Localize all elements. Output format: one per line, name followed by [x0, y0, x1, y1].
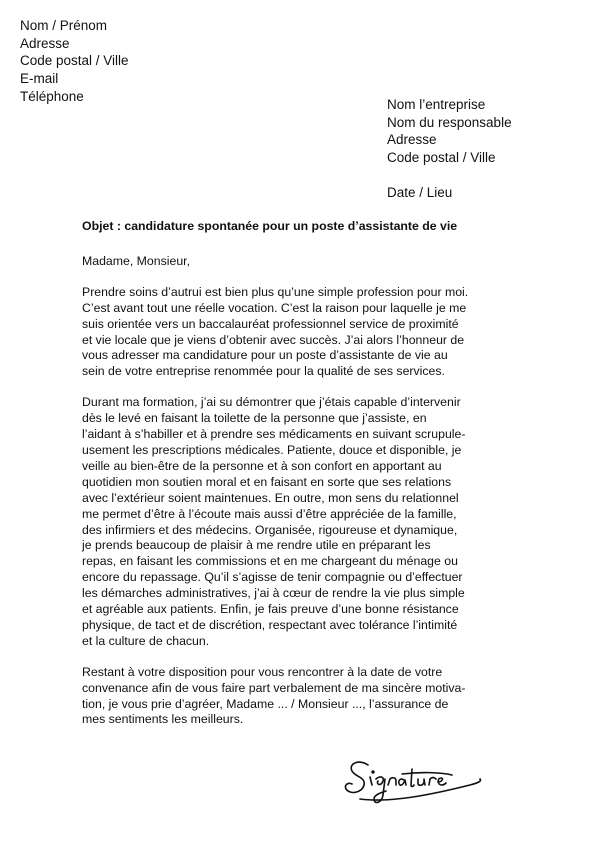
paragraph-line: veille au bien-être de la personne et à son confort en apportant au	[82, 458, 442, 473]
paragraph-line: avec l’extérieur soient maintenues. En outre, mon sens du relationnel	[82, 490, 459, 505]
recipient-address: Adresse	[387, 132, 437, 148]
paragraph-line: et la culture de chacun.	[82, 633, 210, 648]
paragraph-line: et agréable aux patients. Enfin, je fais preuve d’une bonne résistance	[82, 602, 459, 617]
paragraph-line: me permet d’être à l’écoute mais aussi d’être appréciée de la famille,	[82, 506, 457, 521]
handwritten-signature	[340, 755, 500, 815]
paragraph-intro	[82, 285, 522, 380]
paragraph-line: quotidien mon soutien moral et en faisant en sorte que ses relations	[82, 474, 452, 489]
recipient-postal-city: Code postal / Ville	[387, 150, 496, 166]
sender-postal-city: Code postal / Ville	[20, 53, 129, 69]
paragraph-line: Prendre soins d’autrui est bien plus qu’une simple profession pour moi.	[82, 284, 469, 299]
paragraph-line: usement les prescriptions médicales. Patiente, douce et disponible, je	[82, 442, 462, 457]
recipient-company: Nom l’entreprise	[387, 97, 486, 112]
paragraph-line: sein de votre entreprise renommée pour la qualité de ses services.	[82, 364, 445, 379]
recipient-manager: Nom du responsable	[387, 114, 512, 130]
paragraph-line: Restant à votre disposition pour vous rencontrer à la date de votre	[82, 664, 443, 679]
paragraph-line: l’aidant à s’habiller et à prendre ses médicaments en suivant scrupule-	[82, 427, 466, 442]
salutation: Madame, Monsieur,	[82, 253, 190, 268]
paragraph-line: convenance afin de vous faire part verbalement de ma sincère motiva-	[82, 680, 466, 695]
paragraph-line: repas, en faisant les commissions et en me chargeant du ménage ou	[82, 554, 458, 569]
letter-body	[82, 219, 522, 728]
paragraph-closing	[82, 665, 522, 729]
subject-line: Objet : candidature spontanée pour un poste d’assistante de vie	[82, 219, 458, 233]
sender-phone: Téléphone	[20, 88, 84, 104]
paragraph-line: dès le levé en faisant la toilette de la personne que j’assiste, en	[82, 411, 427, 426]
paragraph-line: tion, je vous prie d’agréer, Madame ... / Monsieur ..., l’assurance de	[82, 696, 449, 711]
recipient-block	[387, 96, 512, 167]
paragraph-line: je prends beaucoup de plaisir à me rendre utile en préparant les	[82, 538, 431, 553]
paragraph-line: mes sentiments les meilleurs.	[82, 712, 244, 727]
paragraph-line: vous adresser ma candidature pour un poste d’assistante de vie au	[82, 348, 448, 363]
paragraph-line: suis orientée vers un baccalauréat professionnel service de proximité	[82, 316, 459, 331]
paragraph-line: les démarches administratives, j’ai à cœur de rendre la vie plus simple	[82, 586, 465, 601]
paragraph-line: des infirmiers et des médecins. Organisée, rigoureuse et dynamique,	[82, 522, 458, 537]
signature-drawing	[340, 755, 500, 815]
date-place: Date / Lieu	[387, 185, 453, 200]
paragraph-line: physique, de tact et de discrétion, respectant avec tolérance l’intimité	[82, 617, 458, 632]
sender-email: E-mail	[20, 71, 59, 87]
paragraph-line: C’est avant tout une réelle vocation. C’est la raison pour laquelle je me	[82, 300, 467, 315]
sender-address: Adresse	[20, 35, 70, 51]
sender-block	[20, 17, 129, 106]
sender-name: Nom / Prénom	[20, 18, 108, 33]
paragraph-line: et vie locale que je viens d’obtenir avec succès. J’ai alors l’honneur de	[82, 332, 465, 347]
paragraph-experience	[82, 395, 522, 650]
paragraph-line: Durant ma formation, j’ai su démontrer que j’étais capable d’intervenir	[82, 395, 461, 410]
paragraph-line: encore du repassage. Qu’il s’agisse de tenir compagnie ou d’effectuer	[82, 570, 463, 585]
